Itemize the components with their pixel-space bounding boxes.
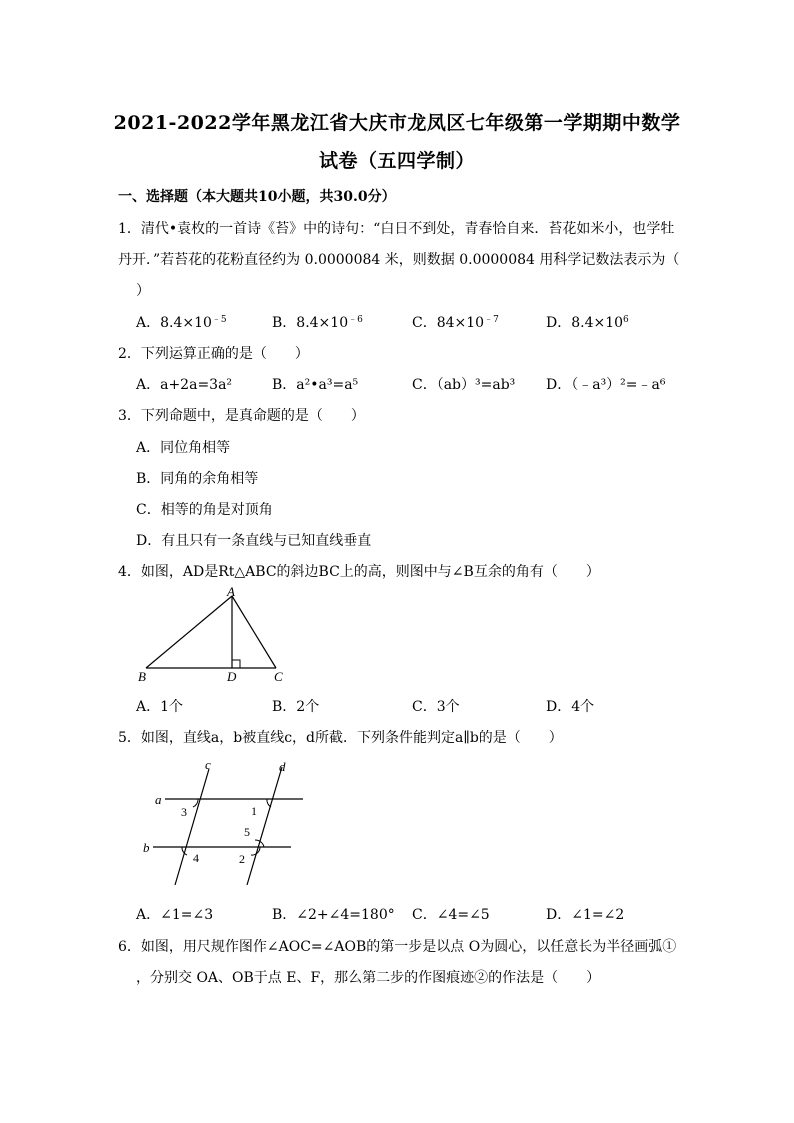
q2-stem: 2．下列运算正确的是（ ） — [118, 346, 309, 362]
q4-label-b: B — [138, 669, 146, 684]
q1-option-b-exp: ﹣6 — [348, 315, 363, 325]
q5-arc-2 — [251, 847, 260, 855]
q4-option-a[interactable]: A．1个 — [136, 699, 184, 715]
exam-title-line2: 试卷（五四学制） — [318, 150, 475, 172]
q1-option-a[interactable] — [136, 312, 227, 332]
q1-option-a-text: A．8.4×10 — [136, 315, 212, 331]
q2-option-a[interactable]: A．a+2a=3a² — [136, 377, 233, 393]
q5-label-angle4: 4 — [193, 851, 199, 865]
q2-option-b[interactable]: B．a²•a³=a⁵ — [272, 377, 359, 393]
q4-stem: 4．如图，AD是Rt△ABC的斜边BC上的高，则图中与∠B互余的角有（ ） — [118, 564, 600, 580]
q1-option-d-text: D．8.4×10 — [546, 315, 624, 331]
q4-right-angle-mark — [232, 660, 240, 668]
q5-label-b: b — [143, 840, 150, 855]
q5-stem: 5．如图，直线a，b被直线c，d所截．下列条件能判定a∥b的是（ ） — [118, 730, 563, 746]
q1-option-b-text: B．8.4×10 — [272, 315, 349, 331]
q5-line-d — [247, 767, 282, 885]
q4-triangle-figure — [130, 584, 300, 686]
q3-option-a[interactable]: A．同位角相等 — [136, 440, 231, 456]
q1-option-d[interactable] — [546, 312, 629, 332]
q1-option-b[interactable] — [272, 312, 363, 332]
q5-option-d[interactable]: D．∠1=∠2 — [546, 907, 625, 923]
q1-option-c-exp: ﹣7 — [484, 315, 499, 325]
q5-label-d: d — [279, 759, 286, 774]
q1-option-c[interactable] — [412, 312, 499, 332]
q4-option-c[interactable]: C．3个 — [412, 699, 460, 715]
q4-side-ac — [232, 596, 276, 668]
q4-option-b[interactable]: B．2个 — [272, 699, 320, 715]
q4-label-d: D — [227, 669, 237, 684]
exam-title-line1: 2021-2022学年黑龙江省大庆市龙凤区七年级第一学期期中数学 — [113, 112, 681, 134]
q1-option-a-exp: ﹣5 — [211, 315, 227, 325]
q3-option-d[interactable]: D．有且只有一条直线与已知直线垂直 — [136, 533, 372, 549]
q1-stem-line1: 1．清代•袁枚的一首诗《苔》中的诗句：“白日不到处，青春恰自来．苔花如米小，也学牡 — [118, 221, 675, 237]
q5-option-a[interactable]: A．∠1=∠3 — [136, 907, 214, 923]
q1-option-d-exp: 6 — [623, 315, 629, 325]
q4-side-ab — [146, 596, 232, 668]
q5-parallel-lines-figure — [135, 755, 315, 890]
q5-line-c — [175, 769, 209, 885]
q5-arc-3 — [193, 799, 198, 807]
q5-label-angle3: 3 — [181, 805, 187, 819]
q5-label-a: a — [155, 792, 162, 807]
q4-label-c: C — [274, 669, 283, 684]
q3-option-b[interactable]: B．同角的余角相等 — [136, 471, 259, 487]
q1-stem-line3: ） — [136, 283, 150, 299]
q2-option-d[interactable]: D．（﹣a³）²=﹣a⁶ — [546, 377, 666, 393]
q4-label-a: A — [227, 584, 235, 599]
q5-option-b[interactable]: B．∠2+∠4=180° — [272, 907, 395, 923]
q5-option-c[interactable]: C．∠4=∠5 — [412, 907, 490, 923]
q5-label-angle1: 1 — [251, 804, 257, 818]
q5-label-angle5: 5 — [244, 825, 250, 839]
q5-label-c: c — [205, 757, 211, 772]
section-heading: 一、选择题（本大题共10小题，共30.0分） — [118, 189, 396, 205]
q2-option-c[interactable]: C．（ab）³=ab³ — [412, 377, 516, 393]
q1-option-c-text: C．84×10 — [412, 315, 485, 331]
q4-option-d[interactable]: D．4个 — [546, 699, 595, 715]
q3-option-c[interactable]: C．相等的角是对顶角 — [136, 502, 273, 518]
q3-stem: 3．下列命题中，是真命题的是（ ） — [118, 408, 365, 424]
q6-stem-line1: 6．如图，用尺规作图作∠AOC=∠AOB的第一步是以点 O为圆心，以任意长为半径画弧① — [118, 939, 677, 955]
q6-stem-line2: ，分别交 OA、OB于点 E、F，那么第二步的作图痕迹②的作法是（ ） — [136, 970, 601, 986]
q5-label-angle2: 2 — [239, 852, 245, 866]
q1-stem-line2: 丹开．”若苔花的花粉直径约为 0.0000084 米，则数据 0.0000084 用科学记数法表示为（ — [118, 252, 680, 268]
